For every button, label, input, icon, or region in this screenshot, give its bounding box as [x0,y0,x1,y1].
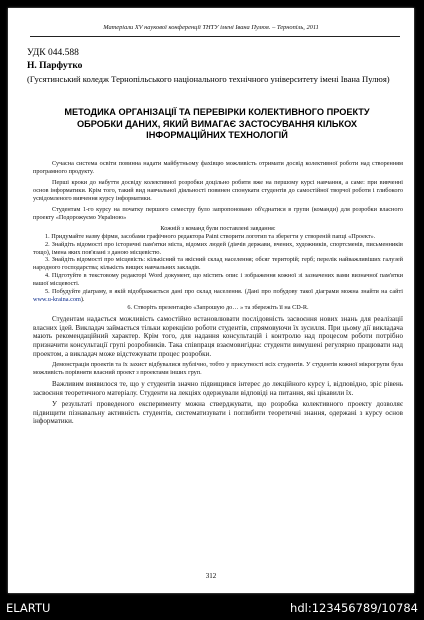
paragraph: Важливим виявилося те, що у студентів значно підвищився інтерес до лекційного курсу і, відповідно, зріс рівень засвоєння теоретичного матеріалу. Студенти на лекціях одержували відповіді на питання, які цікавили їх. [33,380,403,397]
website-link[interactable]: www.u-kraina.com [33,296,81,304]
udk-code: УДК 044.588 [27,48,79,58]
task-item: 2. Знайдіть відомості про історичні пам'ятки міста, відомих людей (діячів держави, вчених, художників, спортсменів, письменників тощо), імена яких пов'язані з даною місцевістю. [33,240,403,256]
task-item [33,288,403,304]
paragraph: У результаті проведеного експерименту можна стверджувати, що розробка колективного проекту дозволяє підвищити пізнавальну активність студентів, систематизувати і поглибити теоретичні знання, одержані з курсу основ інформатики. [33,400,403,426]
paragraph: Студентам надається можливість самостійно встановлювати послідовність засвоєння нових знань для реалізації власних ідей. Викладач займається тільки корекцією роботи студентів, спрямовуючи їх зусилля. При цьому дії викладача мають рекомендаційний характер. Крім того, для надання консультацій і контролю над процесом роботи потрібно призначити консультації групі розробників. Така співпраця взаємовигідна: студенти вимушені регулярно працювати над проектом, а викладач може відстежувати процес розробки. [33,315,403,358]
viewer-footer [0,599,424,620]
page-number: 312 [205,572,217,580]
task-item-text: 5. Побудуйте діаграму, в якій відображається дані про склад населення. (Дані про побудову такої діаграми можна знайти на сайті [45,288,403,296]
author-name: Н. Парфутко [27,61,83,71]
author-affiliation: (Гусятинський коледж Тернопільського національного технічного університету імені Івана Пулюя) [27,74,390,84]
paragraph: Демонстрація проектів та їх захист відбувалися публічно, тобто у присутності всіх студентів. У студентів кожної мікрогрупи була можливість порівняти власний проект з проектами інших груп. [33,361,403,377]
paragraph: Студентам 1-го курсу на початку першого семестру було запропоновано об'єднатися в групи (команди) для розробки власного проекту «Подорожуємо Україною» [33,205,403,221]
task-item: 4. Підготуйте в текстовому редакторі Word документ, що містить опис і зображення кожної зі зазначених вами визначної пам'ятки вашої місцевості. [33,272,403,288]
task-item: 1. Придумайте назву фірми, засобами графічного редактора Paint створити логотип та зберегти у створеній папці «Проект». [45,232,376,240]
handle-id: hdl:123456789/10784 [290,601,418,615]
task-item: 6. Створіть презентацію «Запрошую до… » та збережіть її на CD-R. [127,304,309,312]
header-rule [30,36,400,37]
repository-name: ELARTU [6,601,51,615]
task-item-text: ). [80,296,85,304]
running-head: Матеріали XV наукової конференції ТНТУ імені Івана Пулюя. – Тернопіль, 2011 [103,24,319,31]
article-title: МЕТОДИКА ОРГАНІЗАЦІЇ ТА ПЕРЕВІРКИ КОЛЕКТИВНОГО ПРОЕКТУ ОБРОБКИ ДАНИХ, ЯКИЙ ВИМАГАЄ ЗАСТОСУВАННЯ КІЛЬКОХ ІНФОРМАЦІЙНИХ ТЕХНОЛОГІЙ [64,107,370,141]
task-item: 3. Знайдіть відомості про місцевість: кількісний та якісний склад населення; обсяг територій; герб; перелік найважливіших галузей народного господарства; кількість вищих навчальних закладів. [33,256,403,272]
paragraph: Сучасна система освіти повинна надати майбутньому фахівцю можливість отримати досвід колективної роботи над створенням програмного продукту. [33,160,403,175]
paragraph: Перші кроки до набуття досвіду колективної розробки доцільно робити вже на першому курсі навчання, а саме: при вивченні основ інформатики. Крім того, такий вид навчальної діяльності повинен спонукати студентів до самостійної творчої роботи і глибокого усвідомленого вивчення курсу інформатики. [33,178,403,202]
document-page [8,8,414,593]
article-body [33,157,403,426]
paragraph: Кожній з команд були поставлені завдання: [160,224,276,232]
